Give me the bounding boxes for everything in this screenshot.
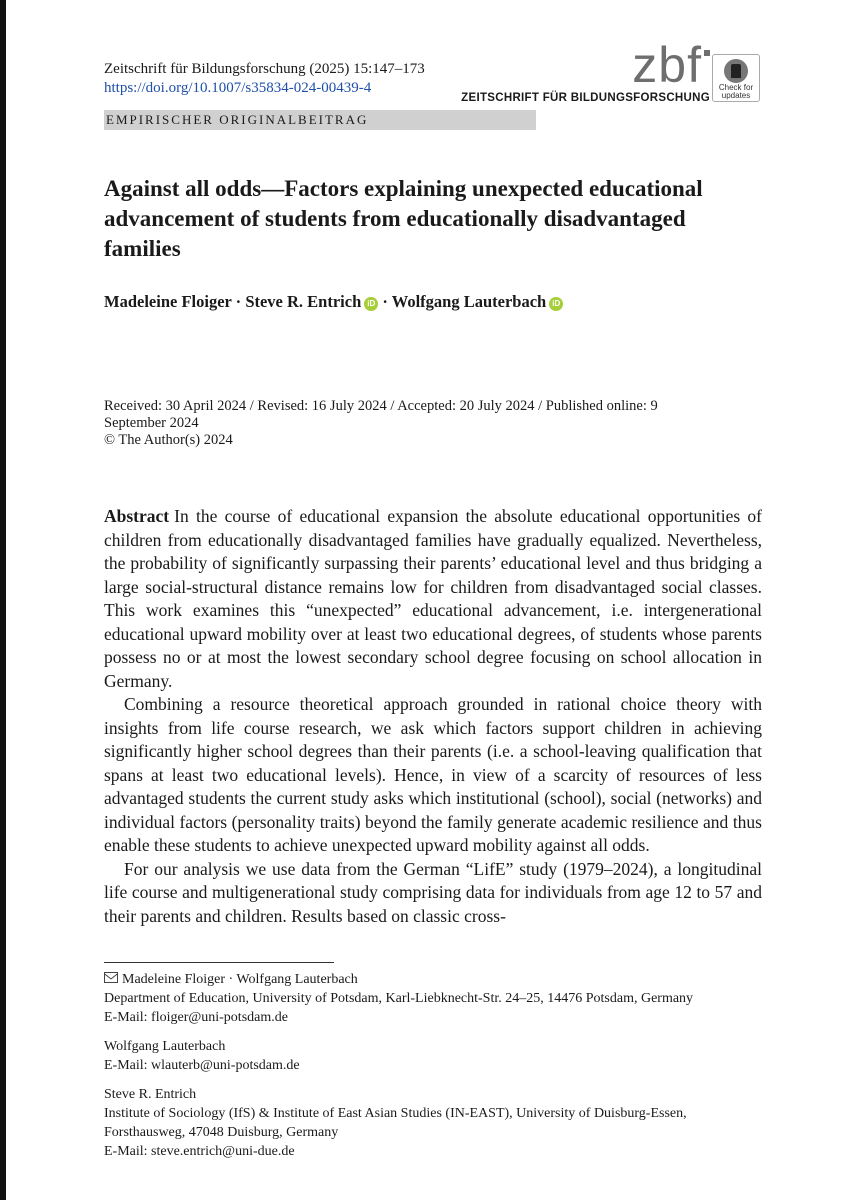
email[interactable]: E-Mail: wlauterb@uni-potsdam.de bbox=[104, 1058, 300, 1073]
email[interactable]: E-Mail: steve.entrich@uni-due.de bbox=[104, 1144, 295, 1159]
abstract-heading: Abstract bbox=[104, 506, 170, 526]
logo-wordmark: zbf bbox=[632, 38, 710, 92]
author-name: Steve R. Entrich bbox=[245, 292, 362, 311]
author-name: Steve R. Entrich bbox=[104, 1087, 197, 1102]
author-list bbox=[104, 292, 563, 312]
orcid-icon[interactable]: iD bbox=[549, 297, 563, 311]
check-updates-label: Check for updates bbox=[718, 83, 754, 100]
author-name: Madeleine Floiger bbox=[104, 292, 232, 311]
publication-dates bbox=[104, 398, 664, 449]
journal-reference bbox=[104, 60, 425, 98]
envelope-icon bbox=[104, 972, 118, 983]
author-name: Wolfgang Lauterbach bbox=[104, 1039, 226, 1054]
author-separator: · bbox=[231, 292, 246, 311]
correspondence-author-1 bbox=[104, 970, 704, 1027]
author-separator: · bbox=[378, 292, 392, 311]
abstract-paragraph: Combining a resource theoretical approach grounded in rational choice theory with insights from life course research, we ask which factors support children in achieving significantly higher school degrees than their parents (i.e. a school-leaving qualification that spans at least two educational levels). Hence, in view of a scarcity of resources of less advantaged students the current study asks which institutional (school), social (networks) and individual factors (personality traits) beyond the family generate academic resilience and thus enable these students to achieve unexpected upward mobility against all odds. bbox=[104, 694, 762, 855]
author-name: Wolfgang Lauterbach bbox=[391, 292, 547, 311]
abstract-paragraph bbox=[104, 505, 762, 693]
correspondence-author-2 bbox=[104, 1037, 704, 1075]
correspondence-author-3 bbox=[104, 1085, 704, 1161]
abstract bbox=[104, 505, 762, 928]
history-dates: Received: 30 April 2024 / Revised: 16 July 2024 / Accepted: 20 July 2024 / Published online: 9 September 2024 bbox=[104, 398, 658, 431]
logo-subtitle: ZEITSCHRIFT FÜR BILDUNGSFORSCHUNG bbox=[461, 92, 710, 104]
copyright: © The Author(s) 2024 bbox=[104, 432, 233, 448]
corresponding-authors: Madeleine Floiger · Wolfgang Lauterbach bbox=[122, 972, 358, 987]
correspondence-block bbox=[104, 970, 704, 1171]
journal-logo bbox=[461, 37, 710, 106]
bookmark-icon bbox=[724, 59, 748, 83]
email[interactable]: E-Mail: floiger@uni-potsdam.de bbox=[104, 1010, 288, 1025]
journal-citation: Zeitschrift für Bildungsforschung (2025) 15:147–173 bbox=[104, 61, 425, 77]
page-edge bbox=[0, 0, 6, 1200]
orcid-icon[interactable]: iD bbox=[364, 297, 378, 311]
footnote-divider bbox=[104, 962, 334, 963]
affiliation: Institute of Sociology (IfS) & Institute of East Asian Studies (IN-EAST), University of Duisburg-Essen, Forsthausweg, 47048 Duisburg, Germany bbox=[104, 1106, 687, 1140]
section-label: EMPIRISCHER ORIGINALBEITRAG bbox=[104, 110, 536, 130]
check-for-updates-badge[interactable] bbox=[712, 54, 760, 102]
abstract-paragraph: For our analysis we use data from the German “LifE” study (1979–2024), a longitudinal life course and multigenerational study comprising data for individuals from age 12 to 57 and their parents and children. Results based on classic cross- bbox=[104, 858, 762, 926]
doi-link[interactable]: https://doi.org/10.1007/s35834-024-00439-4 bbox=[104, 80, 372, 96]
article-title: Against all odds—Factors explaining unexpected educational advancement of students from educationally disadvantaged families bbox=[104, 176, 703, 261]
abstract-text: In the course of educational expansion the absolute educational opportunities of children from educationally disadvantaged families have gradually equalized. Nevertheless, the probability of significantly surpassing their parents’ educational level and thus bridging a large social-structural distance remains low for children from disadvantaged social classes. This work examines this “unexpected” educational advancement, i.e. intergenerational educational upward mobility over at least two educational degrees, of students whose parents possess no or at most the lowest secondary school degree focusing on school allocation in Germany. bbox=[104, 506, 762, 691]
affiliation: Department of Education, University of Potsdam, Karl-Liebknecht-Str. 24–25, 14476 Potsdam, Germany bbox=[104, 991, 694, 1006]
